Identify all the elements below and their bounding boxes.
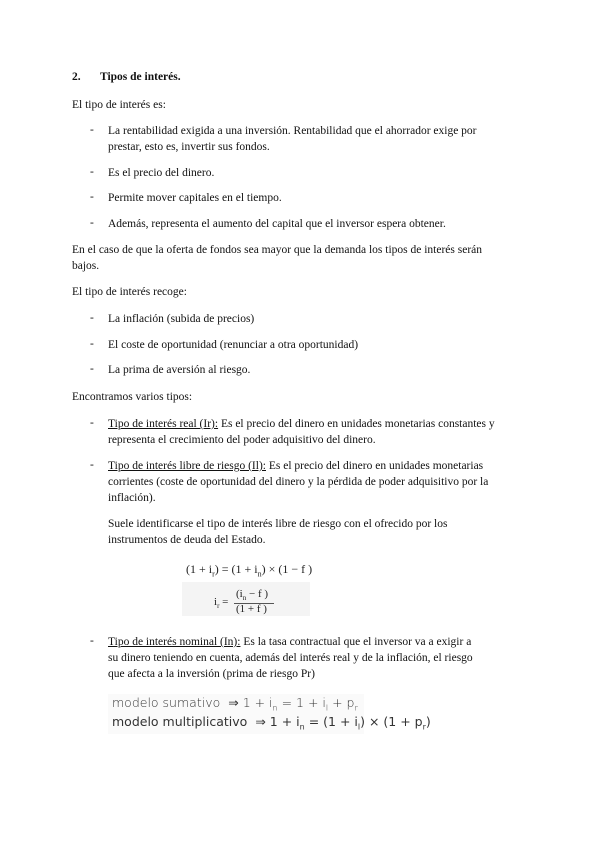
formula-additive-model: modelo sumativo ⇒ $1 + i_n = 1 + i_l + p_r$	[112, 695, 358, 713]
type-libre-label: Tipo de interés libre de riesgo (Il):	[108, 460, 266, 472]
type-real-line2: representa el crecimiento del poder adquisitivo del dinero.	[108, 434, 376, 446]
list1-item-1-line1: La rentabilidad exigida a una inversión. Rentabilidad que el ahorrador exige por	[108, 125, 477, 137]
type-libre-extra2: instrumentos de deuda del Estado.	[108, 534, 266, 546]
bullet-dash: -	[90, 166, 94, 178]
bullet-dash: -	[90, 459, 94, 471]
formula-ir-denominator: (1 + f )	[236, 603, 267, 615]
list1-item-2: Es el precio del dinero.	[108, 167, 215, 179]
type-libre-text1: Es el precio del dinero en unidades monetarias	[266, 460, 484, 472]
type-nominal-text1: Es la tasa contractual que el inversor va a exigir a	[240, 636, 472, 648]
intro2-text: El tipo de interés recoge:	[72, 286, 187, 298]
bullet-dash: -	[90, 191, 94, 203]
type-real-label: Tipo de interés real (Ir):	[108, 418, 219, 430]
section-number: 2.	[72, 71, 81, 83]
list1-item-3: Permite mover capitales en el tiempo.	[108, 192, 282, 204]
bullet-dash: -	[90, 312, 94, 324]
formula-ir-numerator: ($i_n - f$ )	[236, 588, 269, 603]
section-title: Tipos de interés.	[100, 71, 181, 83]
type-libre-extra1: Suele identificarse el tipo de interés libre de riesgo con el ofrecido por los	[108, 518, 448, 530]
list1-item-1-line2: prestar, esto es, invertir sus fondos.	[108, 141, 270, 153]
type-nominal-line3: que afecta a la inversión (prima de riesgo Pr)	[108, 668, 315, 680]
type-real-line1	[108, 417, 495, 432]
formula-multiplicative-model: modelo multiplicativo ⇒ $1 + i_n = (1 + i_l) \times (1 + p_r)$	[112, 714, 431, 732]
list1-item-4: Además, representa el aumento del capital que el inversor espera obtener.	[108, 218, 446, 230]
bullet-dash: -	[90, 217, 94, 229]
bullet-dash: -	[90, 124, 94, 136]
list2-item-3: La prima de aversión al riesgo.	[108, 364, 251, 376]
bullet-dash: -	[90, 363, 94, 375]
intro-text: El tipo de interés es:	[72, 99, 166, 111]
type-libre-line2: corrientes (coste de oportunidad del dinero y la pérdida de poder adquisitivo por la	[108, 476, 489, 488]
type-nominal-label: Tipo de interés nominal (In):	[108, 636, 241, 648]
bullet-dash: -	[90, 417, 94, 429]
type-real-text1: Es el precio del dinero en unidades monetarias constantes y	[218, 418, 495, 430]
formula-fisher-equation: $(1 + i_r) = (1 + i_n) \times (1 - f$ )	[186, 562, 313, 579]
type-libre-line3: inflación).	[108, 492, 156, 504]
formula-ir-lhs: $i_r$ =	[214, 596, 229, 611]
list2-item-2: El coste de oportunidad (renunciar a otra oportunidad)	[108, 339, 359, 351]
intro3-text: Encontramos varios tipos:	[72, 391, 193, 403]
type-nominal-line2: su dinero teniendo en cuenta, además del interés real y de la inflación, el riesgo	[108, 652, 473, 664]
bullet-dash: -	[90, 635, 94, 647]
type-libre-line1	[108, 459, 483, 474]
offer-paragraph-line2: bajos.	[72, 260, 100, 272]
bullet-dash: -	[90, 338, 94, 350]
list2-item-1: La inflación (subida de precios)	[108, 313, 255, 325]
offer-paragraph-line1: En el caso de que la oferta de fondos sea mayor que la demanda los tipos de interés serán	[72, 244, 483, 256]
type-nominal-line1	[108, 635, 471, 650]
